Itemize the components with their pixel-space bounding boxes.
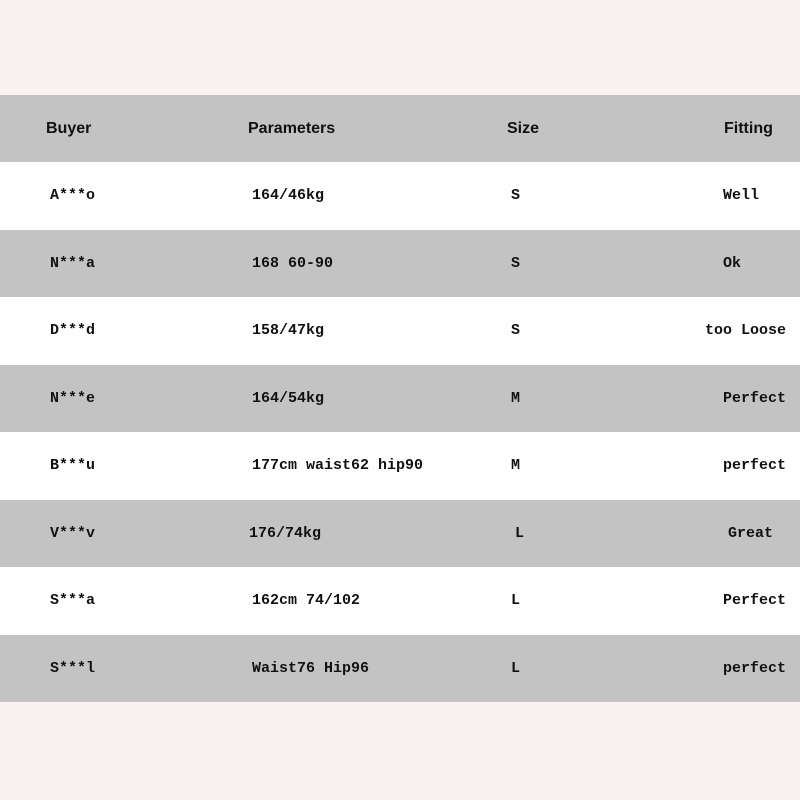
buyer-cell: V***v (50, 524, 96, 542)
size-feedback-table (0, 95, 800, 702)
parameters-cell: 164/54kg (252, 389, 325, 407)
fitting-cell: too Loose (705, 322, 787, 340)
table-row (0, 432, 800, 500)
header-parameters: Parameters (248, 119, 336, 137)
parameters-cell: Waist76 Hip96 (252, 659, 370, 677)
parameters-cell: 158/47kg (252, 322, 325, 340)
parameters-cell: 162cm 74/102 (252, 592, 361, 610)
table-row (0, 500, 800, 568)
buyer-cell: N***a (50, 254, 96, 272)
parameters-cell: 164/46kg (252, 187, 325, 205)
header-buyer: Buyer (46, 119, 92, 137)
fitting-cell: perfect (723, 659, 787, 677)
table-row (0, 297, 800, 365)
table-row (0, 230, 800, 298)
header-fitting: Fitting (724, 119, 773, 137)
header-size: Size (507, 119, 540, 137)
table-row (0, 162, 800, 230)
size-cell: M (511, 457, 521, 475)
table-row (0, 567, 800, 635)
size-cell: L (511, 659, 521, 677)
fitting-cell: Great (728, 524, 774, 542)
buyer-cell: A***o (50, 187, 96, 205)
size-cell: L (511, 592, 521, 610)
table-row (0, 365, 800, 433)
parameters-cell: 168 60-90 (252, 254, 334, 272)
table-row (0, 635, 800, 703)
fitting-cell: Perfect (723, 592, 787, 610)
parameters-cell: 177cm waist62 hip90 (252, 457, 424, 475)
parameters-cell: 176/74kg (249, 524, 322, 542)
size-cell: S (511, 322, 521, 340)
fitting-cell: Perfect (723, 389, 787, 407)
size-cell: L (515, 524, 525, 542)
buyer-cell: S***a (50, 592, 96, 610)
size-cell: M (511, 389, 521, 407)
buyer-cell: B***u (50, 457, 96, 475)
size-cell: S (511, 254, 521, 272)
buyer-cell: N***e (50, 389, 96, 407)
buyer-cell: S***l (50, 659, 96, 677)
size-cell: S (511, 187, 521, 205)
table-header-row (0, 95, 800, 162)
fitting-cell: Well (723, 187, 760, 205)
buyer-cell: D***d (50, 322, 96, 340)
fitting-cell: Ok (723, 254, 742, 272)
fitting-cell: perfect (723, 457, 787, 475)
